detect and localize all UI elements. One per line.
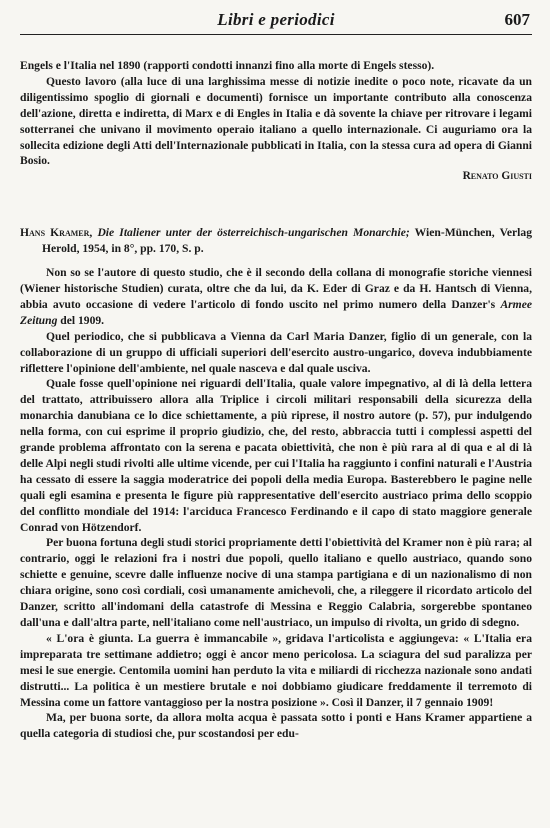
running-header [20, 10, 532, 35]
review-book-title: Die Italiener unter der österreichisch-ungarischen Monarchie; [97, 226, 410, 240]
prev-review-paragraph-2: Questo lavoro (alla luce di una larghissima messe di notizie inedite o poco note, ricavate da un diligentissimo spoglio di giornali e documenti) fornisce un importante contributo alla conoscenza dell'azione, diretta e indiretta, di Marx e di Engles in Italia e dà sovente la chiave per ritrovare i legami sotterranei che univano il movimento operaio italiano a quello internazionale. Ci auguriamo ora la sollecita edizione degli Atti dell'Internazionale pubblicati in Italia, con la stessa cura ad opera di Gianni Bosio. [20, 74, 532, 168]
prev-review-paragraph-1: Engels e l'Italia nel 1890 (rapporti condotti innanzi fino alla morte di Engels stesso). [20, 59, 435, 72]
review-paragraph-3: Quale fosse quell'opinione nei riguardi dell'Italia, quale valore impegnativo, al di là della lettera del trattato, attribuissero allora alla Triplice i circoli militari responsabili della sicurezza della monarchia danubiana ce lo dice schiettamente, a più riprese, il nostro autore (p. 57), pur indulgendo nella forma, con cui esprime il proprio giudizio, che, del resto, abbraccia tutti i complessi aspetti del grande problema affrontato con la serena e pacata obiettività, che non è più rara al di qua e al di là delle Alpi negli studi rivolti alle ultime vicende, per cui l'Italia ha raggiunto i confini naturali e l'Austria ha cessato di essere la saggia moderatrice dei popoli della media Europa. Basterebbero le pagine nelle quali egli esamina e presenta le figure più rappresentative dell'esercito austriaco prima dello scoppio del conflitto mondiale del 1914: l'arciduca Francesco Ferdinando e il capo di stato maggiore generale Conrad von Hötzendorf. [20, 377, 532, 534]
review-paragraph-5: « L'ora è giunta. La guerra è immancabile », gridava l'articolista e aggiungeva: « L'Italia era impreparata tre settimane addietro; oggi è ancor meno pericolosa. La sciagura del sud paralizza per mesi le sue energie. Centomila uomini han perduto la vita e miliardi di ricchezza nazionale sono andati distrutti... La politica è un mestiere brutale e noi dobbiamo giudicare freddamente il terremoto di Messina come un fattore vantaggioso per la nostra posizione ». Così il Danzer, il 7 gennaio 1909! [20, 631, 532, 709]
review-paragraph-1-italic: Armee Zeitung [20, 297, 532, 327]
review-paragraph-1-text: Non so se l'autore di questo studio, che è il secondo della collana di monografie storiche viennesi (Wiener historische Studien) curata, oltre che da lui, da K. Eder di Graz e da H. Hantsch di Vienna, abbia avuto occasione di vedere l'articolo di fondo uscito nel primo numero della Danzer's [20, 266, 532, 311]
body-text [20, 58, 532, 742]
citation-gap [20, 257, 532, 265]
section-gap [20, 185, 532, 225]
page-number: 607 [504, 10, 530, 29]
review-paragraph-2: Quel periodico, che si pubblicava a Vienna da Carl Maria Danzer, figlio di un generale, con la collaborazione di un gruppo di ufficiali superiori dell'esercito austro-ungarico, doveva indubbiamente riflettere l'opinione dell'ambiente, nel quale nasceva e dal quale usciva. [20, 329, 532, 375]
review-book-author: Hans Kramer, [20, 226, 93, 240]
reviewer-signature: Renato Giusti [462, 170, 532, 183]
review-book-publication: Wien-München, Verlag Herold, 1954, in 8°, pp. 170, S. p. [42, 226, 532, 256]
review-paragraph-1-end: del 1909. [60, 313, 105, 327]
review-paragraph-1 [20, 265, 532, 329]
running-title: Libri e periodici [217, 10, 335, 29]
review-citation [20, 225, 532, 257]
review-paragraph-4: Per buona fortuna degli studi storici propriamente detti l'obiettività del Kramer non è più rara; al contrario, oggi le relazioni fra i nostri due popoli, quello italiano e quello austriaco, quando sono schiette e genuine, scevre dalle influenze nocive di una stampa partigiana e di un nazionalismo di non chiara origine, sono così cordiali, così umanamente amichevoli, che, a rileggere il ricordato articolo del Danzer, scritto all'indomani della catastrofe di Messina e Reggio Calabria, sorgerebbe spontaneo dall'una e dall'altra parte, nell'italiano come nell'austriaco, un impulso di rivolta, un grido di sdegno. [20, 536, 532, 629]
review-paragraph-6: Ma, per buona sorte, da allora molta acqua è passata sotto i ponti e Hans Kramer appartiene a quella categoria di studiosi che, pur scostandosi per edu- [20, 711, 532, 741]
